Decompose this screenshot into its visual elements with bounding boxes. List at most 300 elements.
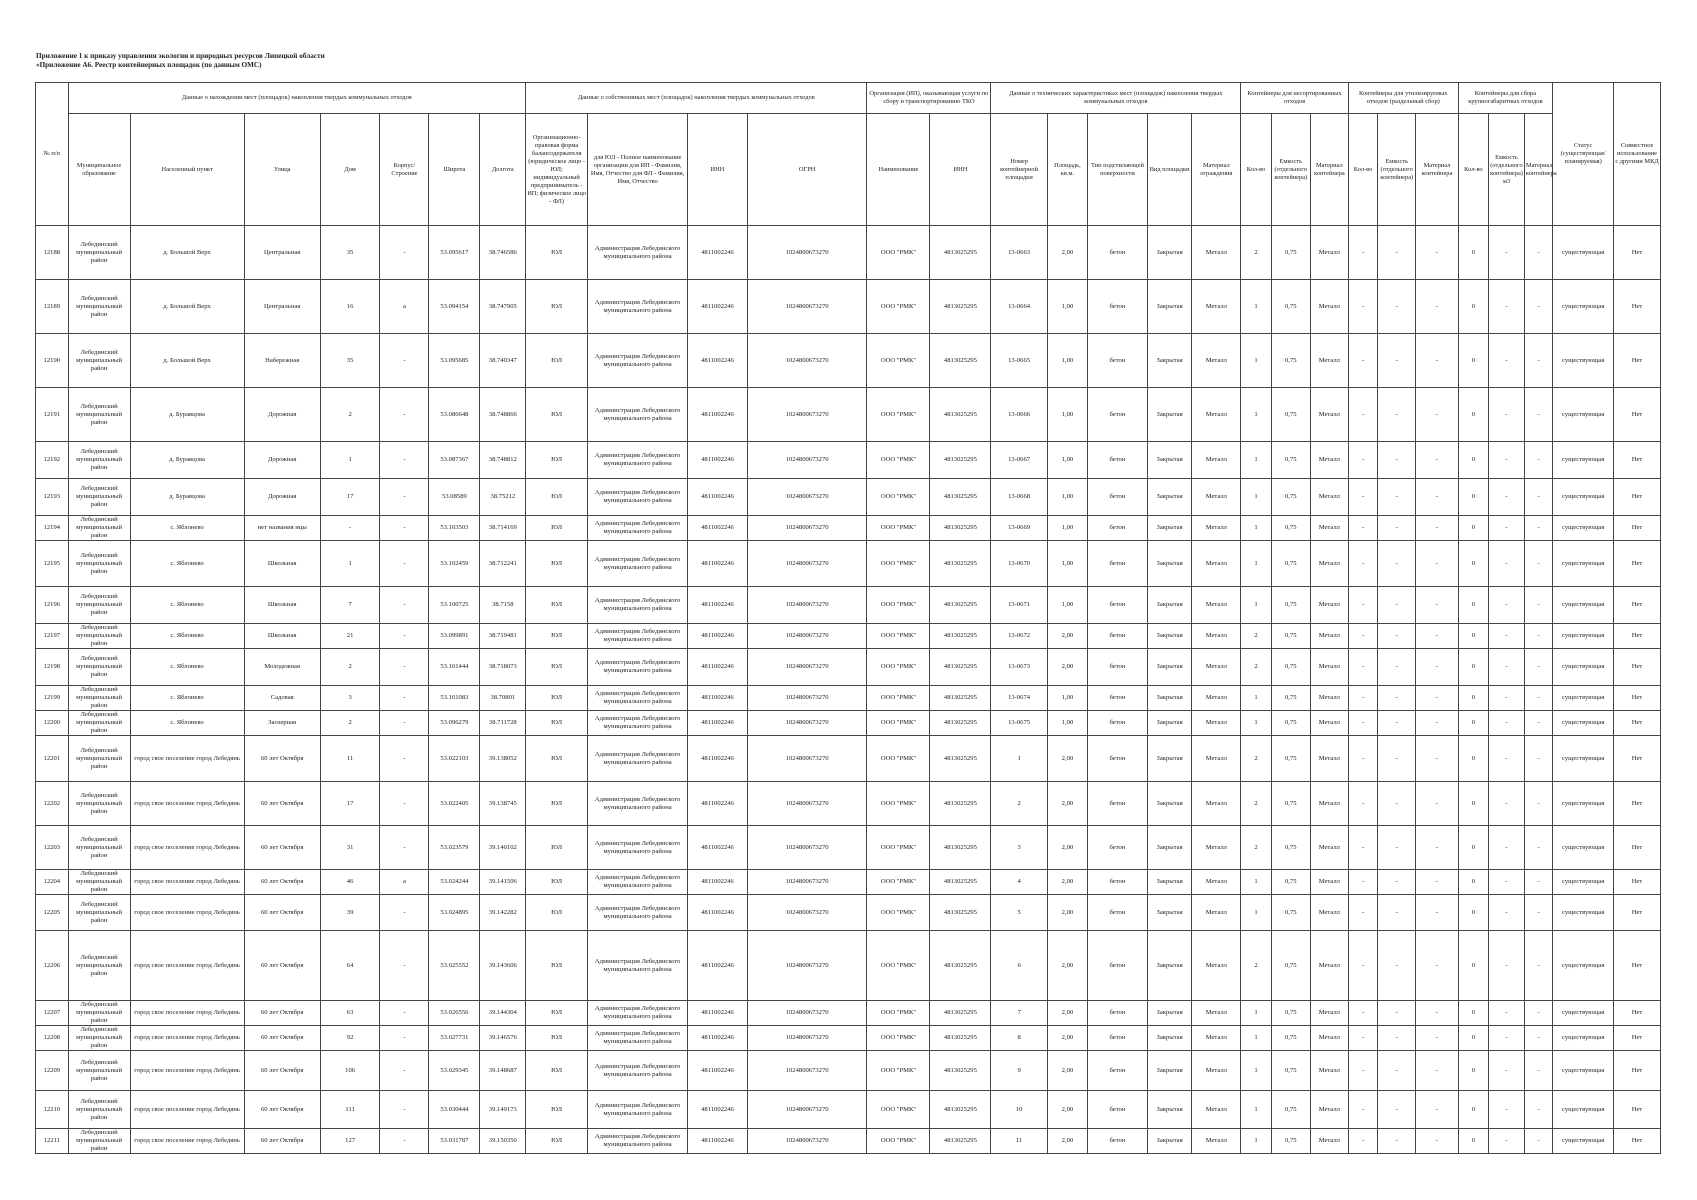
cell-org_inn: 4813025295 [930, 1051, 991, 1091]
col-house-header: Дом [320, 114, 380, 226]
cell-ucap: 0,75 [1271, 826, 1310, 870]
cell-rmat: - [1416, 388, 1458, 442]
cell-form: ЮЛ [526, 1051, 588, 1091]
cell-bld: - [380, 826, 429, 870]
cell-org_inn: 4813025295 [930, 826, 991, 870]
cell-bc: 0 [1458, 931, 1488, 1001]
cell-surface: бетон [1088, 1129, 1148, 1154]
cell-org_inn: 4813025295 [930, 479, 991, 516]
col-r-material-header: Материал контейнера [1416, 114, 1458, 226]
cell-bcap: - [1489, 334, 1525, 388]
cell-surface: бетон [1088, 895, 1148, 931]
cell-bc: 0 [1458, 624, 1488, 649]
col-street-header: Улица [244, 114, 320, 226]
cell-surface: бетон [1088, 686, 1148, 711]
cell-rcap: - [1378, 226, 1416, 280]
cell-owner: Администрация Лебединского муниципального района [588, 334, 688, 388]
cell-lat: 53.024895 [429, 895, 480, 931]
cell-status: существующая [1553, 686, 1614, 711]
cell-owner: Администрация Лебединского муниципального района [588, 1129, 688, 1154]
cell-org: ООО "РМК" [867, 782, 930, 826]
col-inn-header: ИНН [688, 114, 748, 226]
cell-owner: Администрация Лебединского муниципального района [588, 388, 688, 442]
cell-house: 17 [320, 479, 380, 516]
cell-uc: 1 [1241, 870, 1271, 895]
cell-form: ЮЛ [526, 826, 588, 870]
cell-fence: Металл [1192, 442, 1241, 479]
cell-bmat: - [1524, 624, 1552, 649]
cell-inn: 4811002246 [688, 711, 748, 736]
cell-rmat: - [1416, 931, 1458, 1001]
cell-org_inn: 4813025295 [930, 736, 991, 782]
cell-surface: бетон [1088, 870, 1148, 895]
cell-bmat: - [1524, 826, 1552, 870]
cell-surface: бетон [1088, 479, 1148, 516]
cell-rcap: - [1378, 870, 1416, 895]
cell-surface: бетон [1088, 226, 1148, 280]
cell-ucap: 0,75 [1271, 1051, 1310, 1091]
cell-org_inn: 4813025295 [930, 334, 991, 388]
cell-bld: - [380, 1051, 429, 1091]
cell-uc: 2 [1241, 782, 1271, 826]
cell-owner: Администрация Лебединского муниципального района [588, 1026, 688, 1051]
cell-owner: Администрация Лебединского муниципального района [588, 931, 688, 1001]
cell-owner: Администрация Лебединского муниципального района [588, 782, 688, 826]
cell-form: ЮЛ [526, 870, 588, 895]
table-row [36, 736, 1661, 782]
header-group-row [36, 83, 1661, 114]
cell-rcap: - [1378, 782, 1416, 826]
cell-mun: Лебединский муниципальный район [68, 1026, 130, 1051]
cell-bmat: - [1524, 388, 1552, 442]
cell-bld: - [380, 895, 429, 931]
cell-rcap: - [1378, 895, 1416, 931]
cell-area: 2,00 [1047, 624, 1087, 649]
cell-type: Закрытая [1147, 280, 1192, 334]
cell-set: д. Большой Верх [130, 334, 244, 388]
cell-bmat: - [1524, 895, 1552, 931]
cell-fence: Металл [1192, 479, 1241, 516]
cell-bld: а [380, 280, 429, 334]
cell-uc: 1 [1241, 1129, 1271, 1154]
cell-form: ЮЛ [526, 479, 588, 516]
cell-lon: 39.149173 [480, 1091, 526, 1129]
col-status-header: Статус (существующая/планируемая) [1553, 83, 1614, 226]
cell-num: 12205 [36, 895, 69, 931]
table-row [36, 895, 1661, 931]
cell-num: 12202 [36, 782, 69, 826]
cell-site: 13-0671 [991, 587, 1048, 624]
col-org-name-header: Наименование [867, 114, 930, 226]
cell-ucap: 0,75 [1271, 1001, 1310, 1026]
cell-rcap: - [1378, 1001, 1416, 1026]
cell-shared: Нет [1614, 736, 1661, 782]
cell-uc: 1 [1241, 1026, 1271, 1051]
cell-rcap: - [1378, 334, 1416, 388]
cell-bld: - [380, 442, 429, 479]
cell-status: существующая [1553, 479, 1614, 516]
cell-bld: - [380, 1091, 429, 1129]
cell-rmat: - [1416, 541, 1458, 587]
cell-ucap: 0,75 [1271, 388, 1310, 442]
group-location-header: Данные о нахождении мест (площадок) накопления твердых коммунальных отходов [68, 83, 526, 114]
cell-ucap: 0,75 [1271, 711, 1310, 736]
cell-lon: 38.712241 [480, 541, 526, 587]
cell-street: Центральная [244, 226, 320, 280]
table-row [36, 388, 1661, 442]
cell-bmat: - [1524, 541, 1552, 587]
col-lon-header: Долгота [480, 114, 526, 226]
cell-org: ООО "РМК" [867, 587, 930, 624]
cell-ucap: 0,75 [1271, 226, 1310, 280]
cell-house: - [320, 516, 380, 541]
cell-fence: Металл [1192, 736, 1241, 782]
cell-org_inn: 4813025295 [930, 1091, 991, 1129]
cell-form: ЮЛ [526, 226, 588, 280]
cell-bcap: - [1489, 1026, 1525, 1051]
cell-fence: Металл [1192, 931, 1241, 1001]
cell-house: 106 [320, 1051, 380, 1091]
cell-owner: Администрация Лебединского муниципального района [588, 226, 688, 280]
cell-rmat: - [1416, 516, 1458, 541]
cell-lat: 53.08589 [429, 479, 480, 516]
group-tech-header: Данные о технических характеристиках мест (площадок) накопления твердых коммунальных отходов [991, 83, 1241, 114]
cell-org: ООО "РМК" [867, 1026, 930, 1051]
cell-org_inn: 4813025295 [930, 541, 991, 587]
cell-bc: 0 [1458, 587, 1488, 624]
cell-ogrn: 1024800673270 [747, 587, 867, 624]
cell-set: д. Буравцова [130, 388, 244, 442]
cell-street: Дорожная [244, 388, 320, 442]
cell-status: существующая [1553, 649, 1614, 686]
cell-site: 13-0672 [991, 624, 1048, 649]
cell-bcap: - [1489, 1001, 1525, 1026]
cell-surface: бетон [1088, 280, 1148, 334]
cell-shared: Нет [1614, 1001, 1661, 1026]
cell-inn: 4811002246 [688, 479, 748, 516]
table-row [36, 1091, 1661, 1129]
cell-street: Дорожная [244, 442, 320, 479]
cell-area: 2,00 [1047, 1051, 1087, 1091]
cell-mun: Лебединский муниципальный район [68, 1091, 130, 1129]
cell-num: 12198 [36, 649, 69, 686]
cell-bmat: - [1524, 479, 1552, 516]
cell-surface: бетон [1088, 587, 1148, 624]
cell-type: Закрытая [1147, 541, 1192, 587]
cell-rc: - [1348, 624, 1377, 649]
cell-ucap: 0,75 [1271, 686, 1310, 711]
cell-lon: 39.142282 [480, 895, 526, 931]
col-municipality-header: Муниципальное образование [68, 114, 130, 226]
cell-bmat: - [1524, 1001, 1552, 1026]
cell-fence: Металл [1192, 624, 1241, 649]
cell-org_inn: 4813025295 [930, 442, 991, 479]
cell-rmat: - [1416, 587, 1458, 624]
registry-rows [36, 226, 1661, 1154]
cell-form: ЮЛ [526, 1026, 588, 1051]
cell-house: 39 [320, 895, 380, 931]
cell-owner: Администрация Лебединского муниципального района [588, 516, 688, 541]
cell-num: 12189 [36, 280, 69, 334]
cell-org_inn: 4813025295 [930, 1001, 991, 1026]
cell-org: ООО "РМК" [867, 1001, 930, 1026]
cell-bcap: - [1489, 388, 1525, 442]
cell-area: 1,00 [1047, 479, 1087, 516]
cell-rmat: - [1416, 1026, 1458, 1051]
table-row [36, 649, 1661, 686]
cell-bmat: - [1524, 587, 1552, 624]
cell-umat: Металл [1310, 1001, 1348, 1026]
cell-fence: Металл [1192, 1051, 1241, 1091]
cell-org_inn: 4813025295 [930, 624, 991, 649]
cell-org: ООО "РМК" [867, 1091, 930, 1129]
cell-status: существующая [1553, 280, 1614, 334]
cell-org: ООО "РМК" [867, 649, 930, 686]
cell-surface: бетон [1088, 516, 1148, 541]
cell-rmat: - [1416, 782, 1458, 826]
cell-lat: 53.095617 [429, 226, 480, 280]
cell-org: ООО "РМК" [867, 226, 930, 280]
cell-umat: Металл [1310, 870, 1348, 895]
cell-lon: 38.747905 [480, 280, 526, 334]
cell-bld: - [380, 931, 429, 1001]
cell-uc: 2 [1241, 736, 1271, 782]
cell-rc: - [1348, 334, 1377, 388]
cell-bld: - [380, 334, 429, 388]
cell-lat: 53.099891 [429, 624, 480, 649]
cell-inn: 4811002246 [688, 442, 748, 479]
col-u-count-header: Кол-во [1241, 114, 1271, 226]
cell-ogrn: 1024800673270 [747, 931, 867, 1001]
cell-bmat: - [1524, 686, 1552, 711]
group-unsorted-header: Контейнеры для несортированных отходов [1241, 83, 1349, 114]
cell-lon: 39.150350 [480, 1129, 526, 1154]
col-ogrn-header: ОГРН [747, 114, 867, 226]
cell-type: Закрытая [1147, 624, 1192, 649]
cell-form: ЮЛ [526, 931, 588, 1001]
cell-org_inn: 4813025295 [930, 516, 991, 541]
cell-bc: 0 [1458, 870, 1488, 895]
cell-mun: Лебединский муниципальный район [68, 931, 130, 1001]
cell-bld: - [380, 686, 429, 711]
cell-street: Молодежная [244, 649, 320, 686]
cell-fence: Металл [1192, 895, 1241, 931]
cell-set: д. Буравцова [130, 479, 244, 516]
cell-status: существующая [1553, 624, 1614, 649]
cell-street: 60 лет Октября [244, 782, 320, 826]
cell-org_inn: 4813025295 [930, 782, 991, 826]
col-legal-form-header: Организационно-правовая форма балансодержателя (юридическое лицо - ЮЛ; индивидуальный предприниматель - ИП; физическое лицо - ФЛ) [526, 114, 588, 226]
cell-org_inn: 4813025295 [930, 895, 991, 931]
cell-surface: бетон [1088, 931, 1148, 1001]
cell-site: 10 [991, 1091, 1048, 1129]
cell-lat: 53.022103 [429, 736, 480, 782]
table-row [36, 1001, 1661, 1026]
cell-rc: - [1348, 870, 1377, 895]
cell-uc: 1 [1241, 587, 1271, 624]
cell-status: существующая [1553, 516, 1614, 541]
cell-org_inn: 4813025295 [930, 226, 991, 280]
cell-org_inn: 4813025295 [930, 711, 991, 736]
cell-rcap: - [1378, 826, 1416, 870]
cell-org: ООО "РМК" [867, 624, 930, 649]
cell-form: ЮЛ [526, 624, 588, 649]
cell-street: 60 лет Октября [244, 1051, 320, 1091]
cell-surface: бетон [1088, 624, 1148, 649]
cell-mun: Лебединский муниципальный район [68, 541, 130, 587]
cell-uc: 1 [1241, 1091, 1271, 1129]
cell-bmat: - [1524, 649, 1552, 686]
cell-lat: 53.095685 [429, 334, 480, 388]
cell-rcap: - [1378, 388, 1416, 442]
cell-ucap: 0,75 [1271, 1026, 1310, 1051]
cell-set: город свое поселение город Лебедянь [130, 1051, 244, 1091]
cell-uc: 1 [1241, 388, 1271, 442]
cell-lon: 38.711728 [480, 711, 526, 736]
cell-num: 12195 [36, 541, 69, 587]
cell-owner: Администрация Лебединского муниципального района [588, 686, 688, 711]
cell-ucap: 0,75 [1271, 479, 1310, 516]
col-site-no-header: Номер контейнерной площадки [991, 114, 1048, 226]
cell-bcap: - [1489, 442, 1525, 479]
cell-bc: 0 [1458, 1091, 1488, 1129]
cell-shared: Нет [1614, 711, 1661, 736]
cell-ucap: 0,75 [1271, 736, 1310, 782]
cell-uc: 1 [1241, 1051, 1271, 1091]
col-shared-header: Совместное использование с другими МКД [1614, 83, 1661, 226]
cell-shared: Нет [1614, 826, 1661, 870]
cell-ucap: 0,75 [1271, 541, 1310, 587]
cell-area: 2,00 [1047, 895, 1087, 931]
cell-uc: 2 [1241, 226, 1271, 280]
cell-shared: Нет [1614, 649, 1661, 686]
cell-form: ЮЛ [526, 587, 588, 624]
cell-inn: 4811002246 [688, 1091, 748, 1129]
cell-surface: бетон [1088, 826, 1148, 870]
cell-surface: бетон [1088, 388, 1148, 442]
col-settlement-header: Населенный пункт [130, 114, 244, 226]
col-r-count-header: Кол-во [1348, 114, 1377, 226]
cell-area: 2,00 [1047, 1129, 1087, 1154]
cell-lat: 53.030444 [429, 1091, 480, 1129]
cell-set: город свое поселение город Лебедянь [130, 1129, 244, 1154]
cell-ucap: 0,75 [1271, 931, 1310, 1001]
table-row [36, 1129, 1661, 1154]
cell-owner: Администрация Лебединского муниципального района [588, 1001, 688, 1026]
cell-set: д. Буравцова [130, 442, 244, 479]
cell-shared: Нет [1614, 1129, 1661, 1154]
cell-rcap: - [1378, 516, 1416, 541]
cell-bmat: - [1524, 516, 1552, 541]
cell-bmat: - [1524, 334, 1552, 388]
cell-shared: Нет [1614, 280, 1661, 334]
cell-ogrn: 1024800673270 [747, 826, 867, 870]
cell-ucap: 0,75 [1271, 334, 1310, 388]
cell-bc: 0 [1458, 280, 1488, 334]
cell-inn: 4811002246 [688, 686, 748, 711]
cell-org: ООО "РМК" [867, 711, 930, 736]
cell-surface: бетон [1088, 1001, 1148, 1026]
cell-site: 8 [991, 1026, 1048, 1051]
cell-num: 12188 [36, 226, 69, 280]
cell-num: 12191 [36, 388, 69, 442]
cell-rmat: - [1416, 334, 1458, 388]
cell-house: 31 [320, 826, 380, 870]
cell-site: 13-0670 [991, 541, 1048, 587]
cell-bcap: - [1489, 516, 1525, 541]
cell-num: 12197 [36, 624, 69, 649]
cell-uc: 1 [1241, 686, 1271, 711]
cell-status: существующая [1553, 226, 1614, 280]
cell-rc: - [1348, 226, 1377, 280]
cell-num: 12204 [36, 870, 69, 895]
table-row [36, 280, 1661, 334]
cell-num: 12200 [36, 711, 69, 736]
cell-inn: 4811002246 [688, 649, 748, 686]
cell-ogrn: 1024800673270 [747, 1129, 867, 1154]
cell-set: город свое поселение город Лебедянь [130, 1091, 244, 1129]
cell-status: существующая [1553, 931, 1614, 1001]
cell-area: 1,00 [1047, 711, 1087, 736]
cell-rmat: - [1416, 686, 1458, 711]
cell-mun: Лебединский муниципальный район [68, 826, 130, 870]
cell-lon: 38.70801 [480, 686, 526, 711]
cell-bmat: - [1524, 226, 1552, 280]
cell-rc: - [1348, 826, 1377, 870]
cell-shared: Нет [1614, 226, 1661, 280]
cell-surface: бетон [1088, 541, 1148, 587]
cell-mun: Лебединский муниципальный район [68, 624, 130, 649]
cell-umat: Металл [1310, 1129, 1348, 1154]
cell-mun: Лебединский муниципальный район [68, 649, 130, 686]
cell-bcap: - [1489, 280, 1525, 334]
cell-bld: - [380, 1026, 429, 1051]
cell-type: Закрытая [1147, 649, 1192, 686]
table-row [36, 826, 1661, 870]
cell-owner: Администрация Лебединского муниципального района [588, 649, 688, 686]
cell-rcap: - [1378, 442, 1416, 479]
cell-owner: Администрация Лебединского муниципального района [588, 1091, 688, 1129]
cell-status: существующая [1553, 826, 1614, 870]
cell-num: 12203 [36, 826, 69, 870]
cell-lon: 38.75212 [480, 479, 526, 516]
table-row [36, 624, 1661, 649]
cell-inn: 4811002246 [688, 587, 748, 624]
cell-bcap: - [1489, 931, 1525, 1001]
cell-house: 16 [320, 280, 380, 334]
cell-ucap: 0,75 [1271, 782, 1310, 826]
cell-umat: Металл [1310, 1051, 1348, 1091]
cell-inn: 4811002246 [688, 226, 748, 280]
cell-uc: 1 [1241, 280, 1271, 334]
cell-rcap: - [1378, 624, 1416, 649]
cell-type: Закрытая [1147, 826, 1192, 870]
table-row [36, 226, 1661, 280]
cell-area: 2,00 [1047, 226, 1087, 280]
cell-num: 12192 [36, 442, 69, 479]
cell-ogrn: 1024800673270 [747, 895, 867, 931]
cell-house: 1 [320, 442, 380, 479]
cell-ucap: 0,75 [1271, 587, 1310, 624]
table-row [36, 442, 1661, 479]
col-surface-header: Тип подстилающей поверхности [1088, 114, 1148, 226]
col-fence-header: Материал ограждения [1192, 114, 1241, 226]
cell-set: с. Яблонево [130, 711, 244, 736]
cell-set: с. Яблонево [130, 624, 244, 649]
cell-site: 1 [991, 736, 1048, 782]
cell-street: 60 лет Октября [244, 870, 320, 895]
cell-rc: - [1348, 895, 1377, 931]
